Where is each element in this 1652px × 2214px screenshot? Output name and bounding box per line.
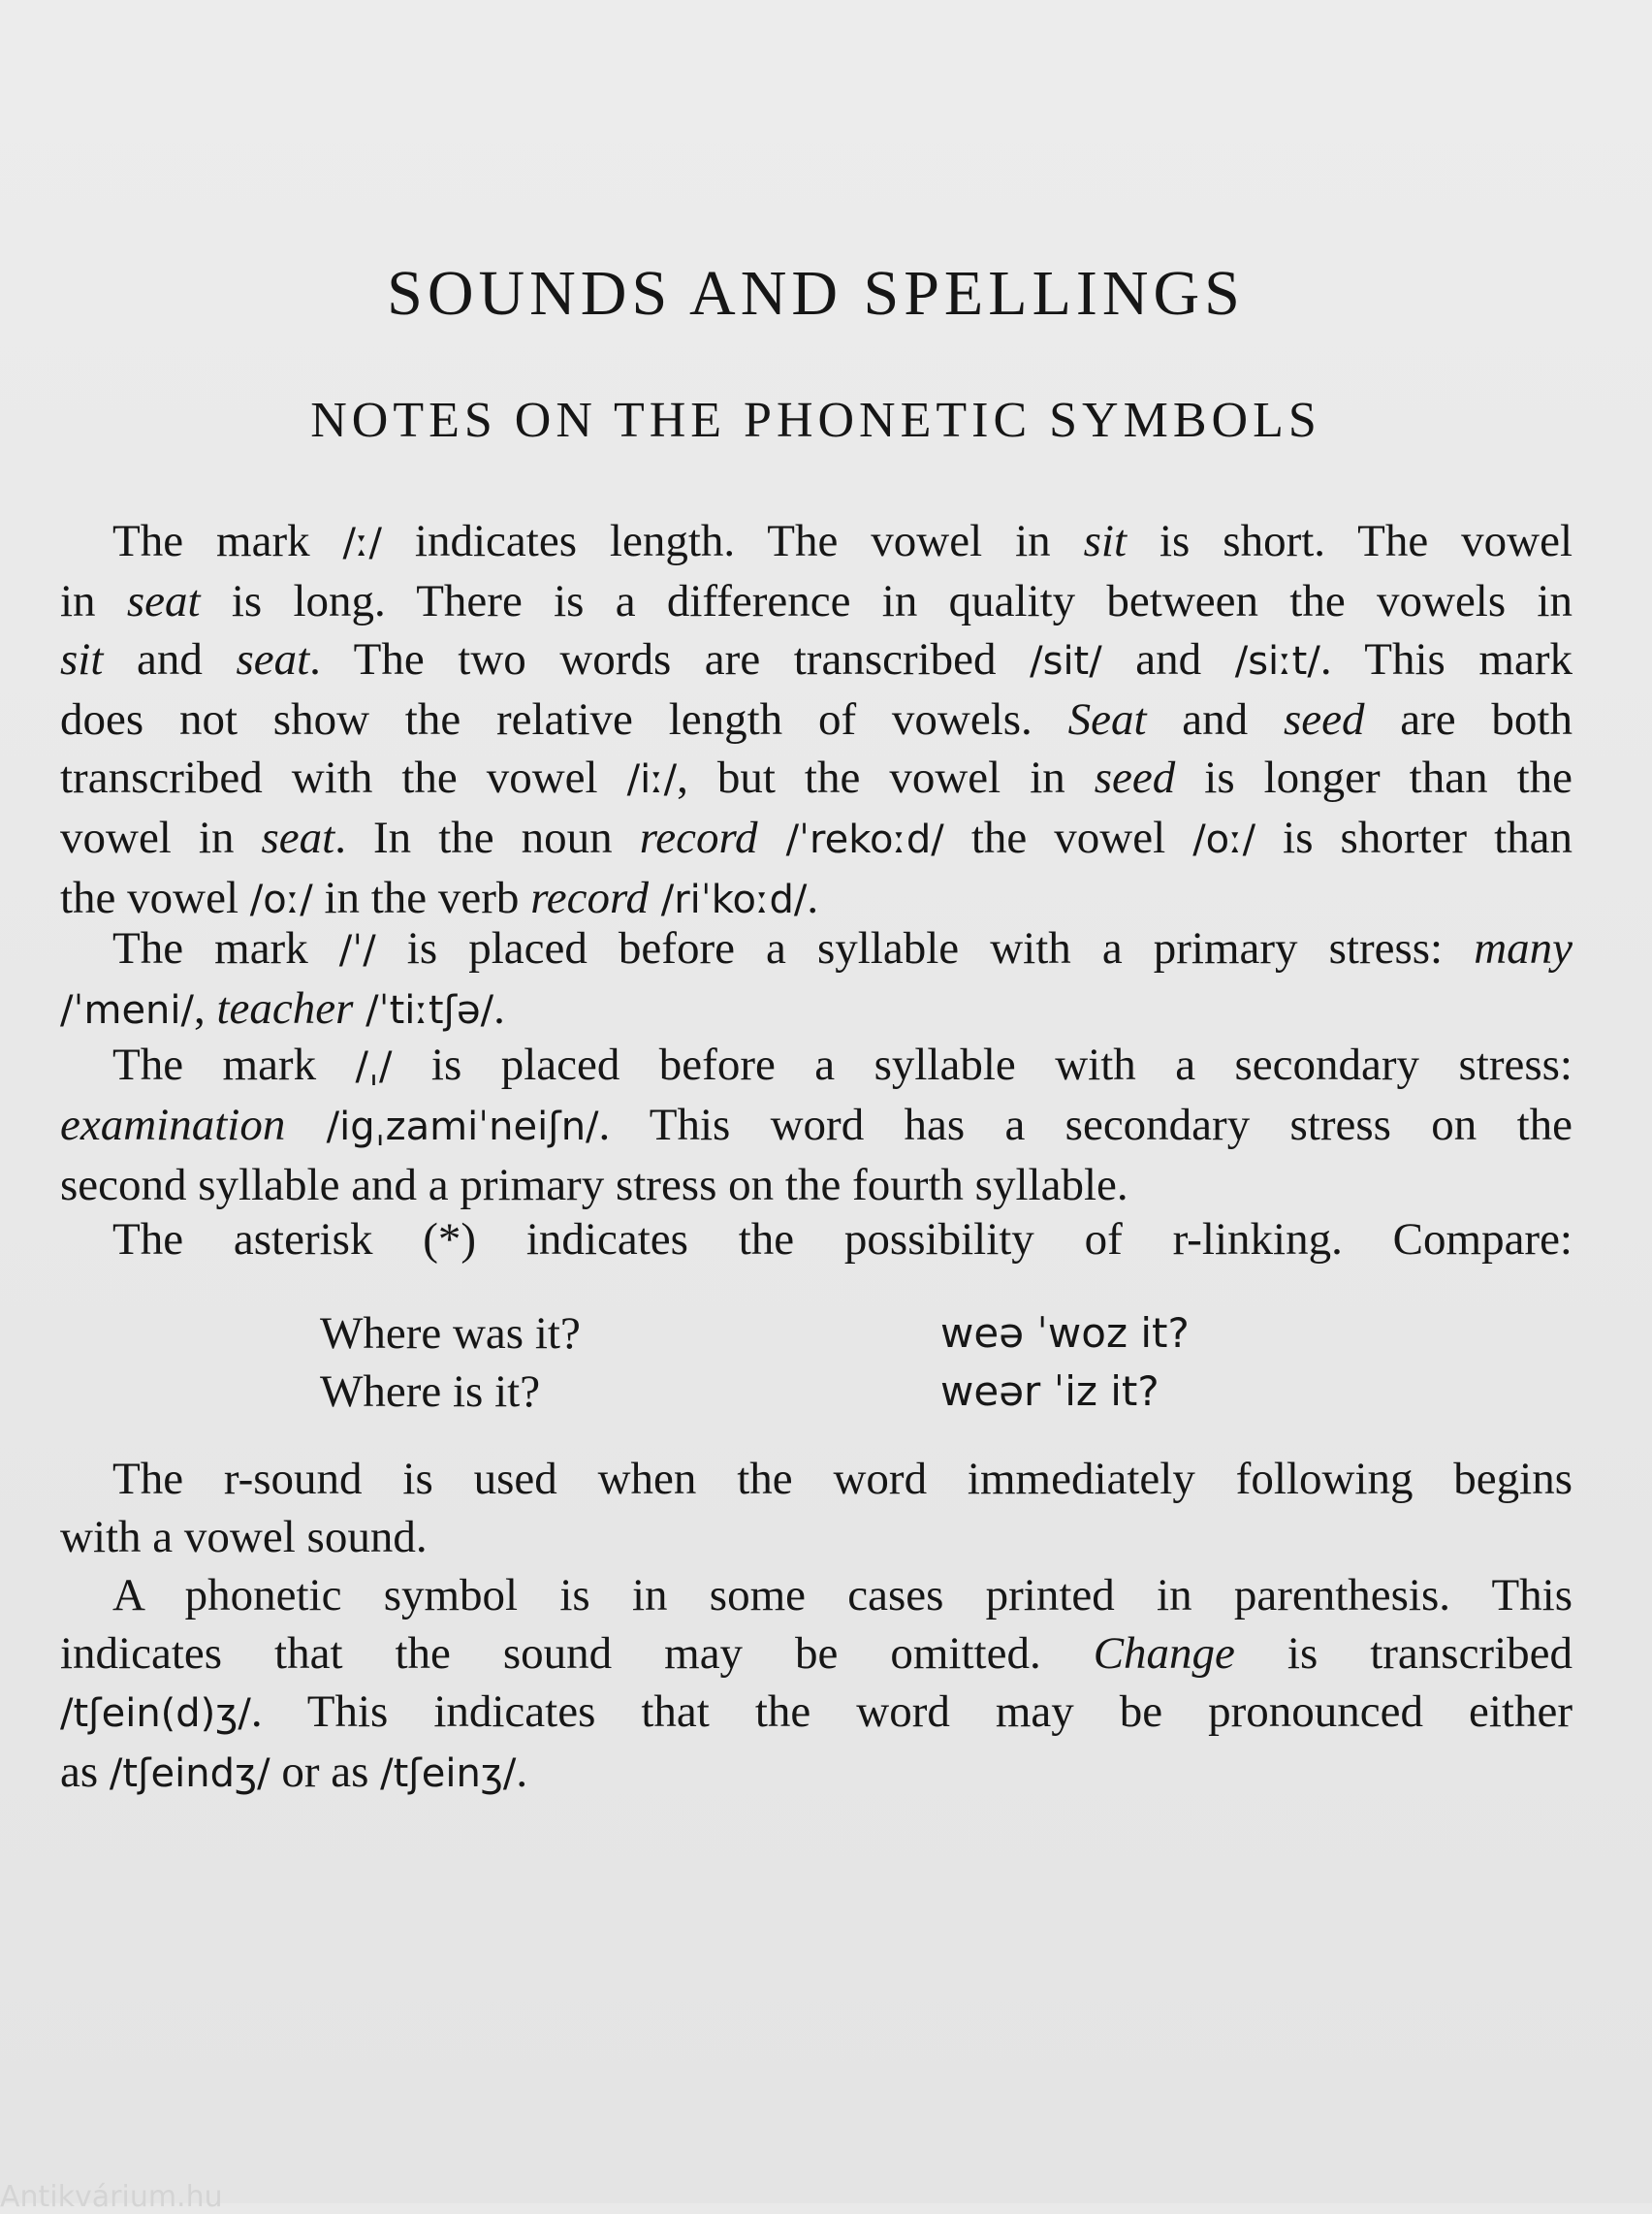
text-line: does not show the relative length of vowels. Seat and seed are both xyxy=(60,694,1573,745)
section-subtitle: NOTES ON THE PHONETIC SYMBOLS xyxy=(310,393,1321,448)
paragraph-parenthesis xyxy=(60,1566,1573,1803)
text-line: the vowel /oː/ in the verb record /riˈkoːd/. xyxy=(60,873,819,923)
text-line: examination /igˌzamiˈneiʃn/. This word has a secondary stress on the xyxy=(60,1100,1573,1150)
text-line: sit and seat. The two words are transcribed /sit/ and /siːt/. This mark xyxy=(60,634,1573,685)
text-line: vowel in seat. In the noun record /ˈrekoːd/ the vowel /oː/ is shorter than xyxy=(60,813,1573,863)
example-phonetic: weər ˈiz it? xyxy=(940,1367,1160,1415)
text-line: transcribed with the vowel /iː/, but the vowel in seed is longer than the xyxy=(60,753,1573,803)
example-row xyxy=(320,1363,1289,1421)
paragraph-primary-stress xyxy=(60,919,1573,1040)
r-linking-examples xyxy=(320,1304,1289,1421)
text-line: indicates that the sound may be omitted. Change is transcribed xyxy=(60,1628,1573,1679)
paragraph-r-sound xyxy=(60,1450,1573,1566)
example-orthographic: Where is it? xyxy=(320,1366,541,1417)
text-line: in seat is long. There is a difference in quality between the vowels in xyxy=(60,576,1573,626)
text-line: A phonetic symbol is in some cases printed in parenthesis. This xyxy=(112,1570,1573,1620)
text-line: The r-sound is used when the word immediately following begins xyxy=(112,1454,1573,1504)
text-line: as /tʃeindʒ/ or as /tʃeinʒ/. xyxy=(60,1747,528,1797)
example-phonetic: weə ˈwoz it? xyxy=(940,1309,1190,1357)
text-line: /tʃein(d)ʒ/. This indicates that the word may be pronounced either xyxy=(60,1686,1573,1737)
paragraph-secondary-stress xyxy=(60,1036,1573,1214)
text-line: The mark /ˈ/ is placed before a syllable with a primary stress: many xyxy=(112,923,1573,974)
text-line: second syllable and a primary stress on the fourth syllable. xyxy=(60,1160,1128,1210)
text-line: /ˈmeni/, teacher /ˈtiːtʃə/. xyxy=(60,983,505,1034)
paragraph-length-mark xyxy=(60,512,1573,929)
text-line: The mark /ˌ/ is placed before a syllable with a secondary stress: xyxy=(112,1040,1573,1090)
text-line: The mark /ː/ indicates length. The vowel in sit is short. The vowel xyxy=(112,516,1573,566)
page-title: SOUNDS AND SPELLINGS xyxy=(387,258,1245,329)
watermark: Antikvárium.hu xyxy=(0,2180,223,2214)
example-orthographic: Where was it? xyxy=(320,1308,581,1359)
paragraph-r-linking xyxy=(60,1210,1573,1268)
text-line: The asterisk (*) indicates the possibility of r-linking. Compare: xyxy=(112,1214,1573,1265)
text-line: with a vowel sound. xyxy=(60,1512,428,1562)
example-row xyxy=(320,1304,1289,1363)
